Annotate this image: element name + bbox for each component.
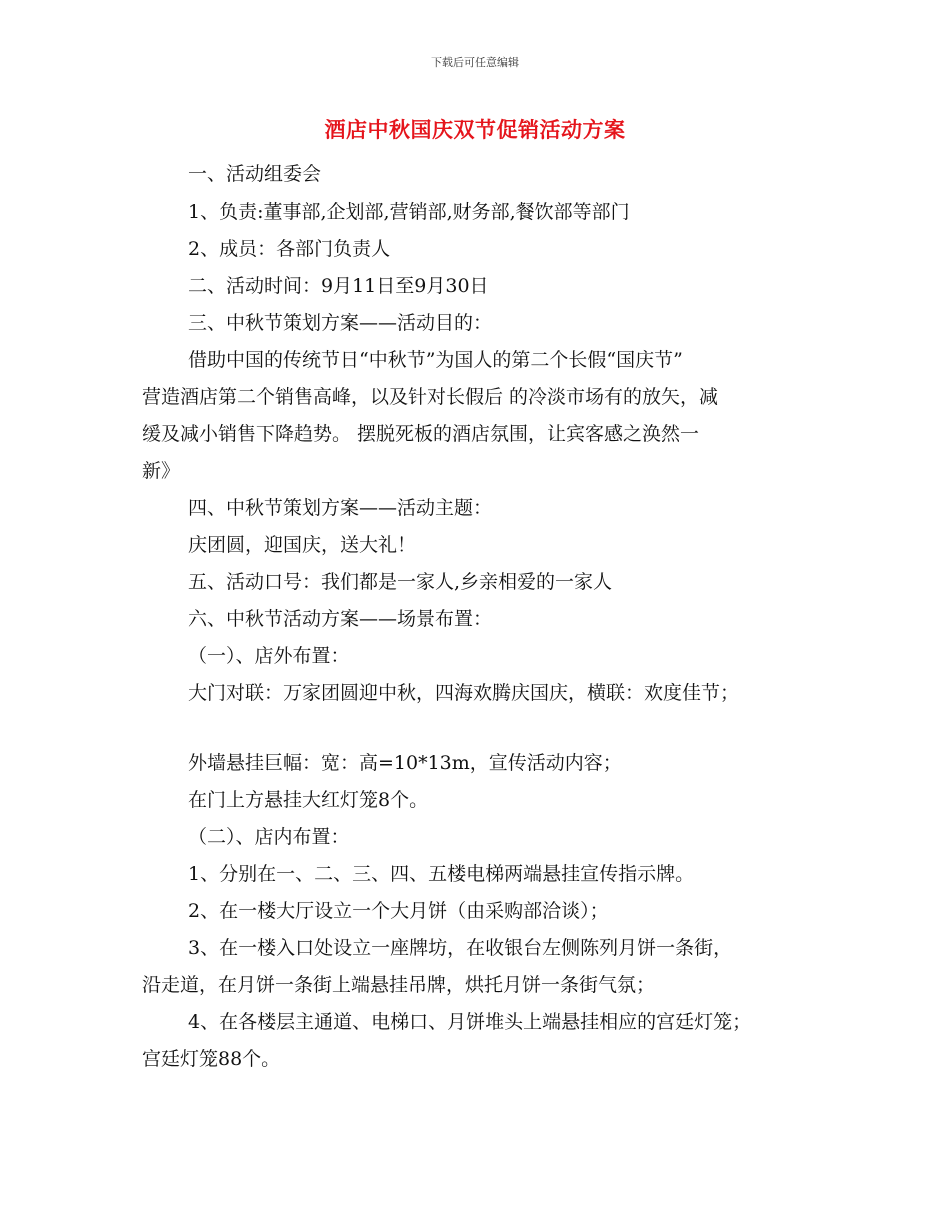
inside-item-4-line-1: 4、在各楼层主通道、电梯口、月饼堆头上端悬挂相应的宫廷灯笼； — [188, 1011, 752, 1033]
section-3-heading: 三、中秋节策划方案——活动目的： — [188, 312, 493, 334]
inside-item-1: 1、分别在一、二、三、四、五楼电梯两端悬挂宣传指示牌。 — [188, 863, 695, 885]
page-header-note: 下载后可任意编辑 — [431, 56, 519, 69]
section-4-heading: 四、中秋节策划方案——活动主题： — [188, 497, 493, 519]
document-title: 酒店中秋国庆双节促销活动方案 — [324, 117, 626, 142]
section-2-heading: 二、活动时间：9月11日至9月30日 — [188, 275, 489, 297]
section-3-paragraph-line-3: 缓及减小销售下降趋势。 摆脱死板的酒店氛围，让宾客感之涣然一 — [142, 423, 700, 445]
inside-item-4-line-2: 宫廷灯笼88个。 — [142, 1048, 281, 1070]
section-6-heading: 六、中秋节活动方案——场景布置： — [188, 608, 493, 630]
section-1-heading: 一、活动组委会 — [188, 163, 322, 185]
section-3-paragraph-line-4: 新》 — [142, 460, 181, 482]
outside-item-lanterns: 在门上方悬挂大红灯笼8个。 — [188, 789, 429, 811]
outside-item-couplet: 大门对联：万家团圆迎中秋，四海欢腾庆国庆，横联：欢度佳节； — [188, 682, 740, 704]
section-1-item-1: 1、负责:董事部,企划部,营销部,财务部,餐饮部等部门 — [188, 201, 630, 223]
subsection-inside-heading: （二）、店内布置： — [188, 826, 350, 848]
subsection-outside-heading: （一）、店外布置： — [188, 645, 350, 667]
section-1-item-2: 2、成员：各部门负责人 — [188, 238, 391, 260]
inside-item-2: 2、在一楼大厅设立一个大月饼（由采购部洽谈）； — [188, 900, 609, 922]
inside-item-3-line-1: 3、在一楼入口处设立一座牌坊，在收银台左侧陈列月饼一条街， — [188, 937, 733, 959]
section-3-paragraph-line-2: 营造酒店第二个销售高峰，以及针对长假后 的冷淡市场有的放矢，减 — [142, 386, 719, 408]
section-5-slogan: 五、活动口号：我们都是一家人,乡亲相爱的一家人 — [188, 571, 613, 593]
section-4-theme: 庆团圆，迎国庆，送大礼！ — [188, 534, 417, 556]
inside-item-3-line-2: 沿走道，在月饼一条街上端悬挂吊牌，烘托月饼一条街气氛； — [142, 974, 656, 996]
section-3-paragraph-line-1: 借助中国的传统节日“中秋节”为国人的第二个长假“国庆节” — [188, 349, 683, 371]
outside-item-banner: 外墙悬挂巨幅：宽：高=10*13m，宣传活动内容； — [188, 752, 622, 774]
